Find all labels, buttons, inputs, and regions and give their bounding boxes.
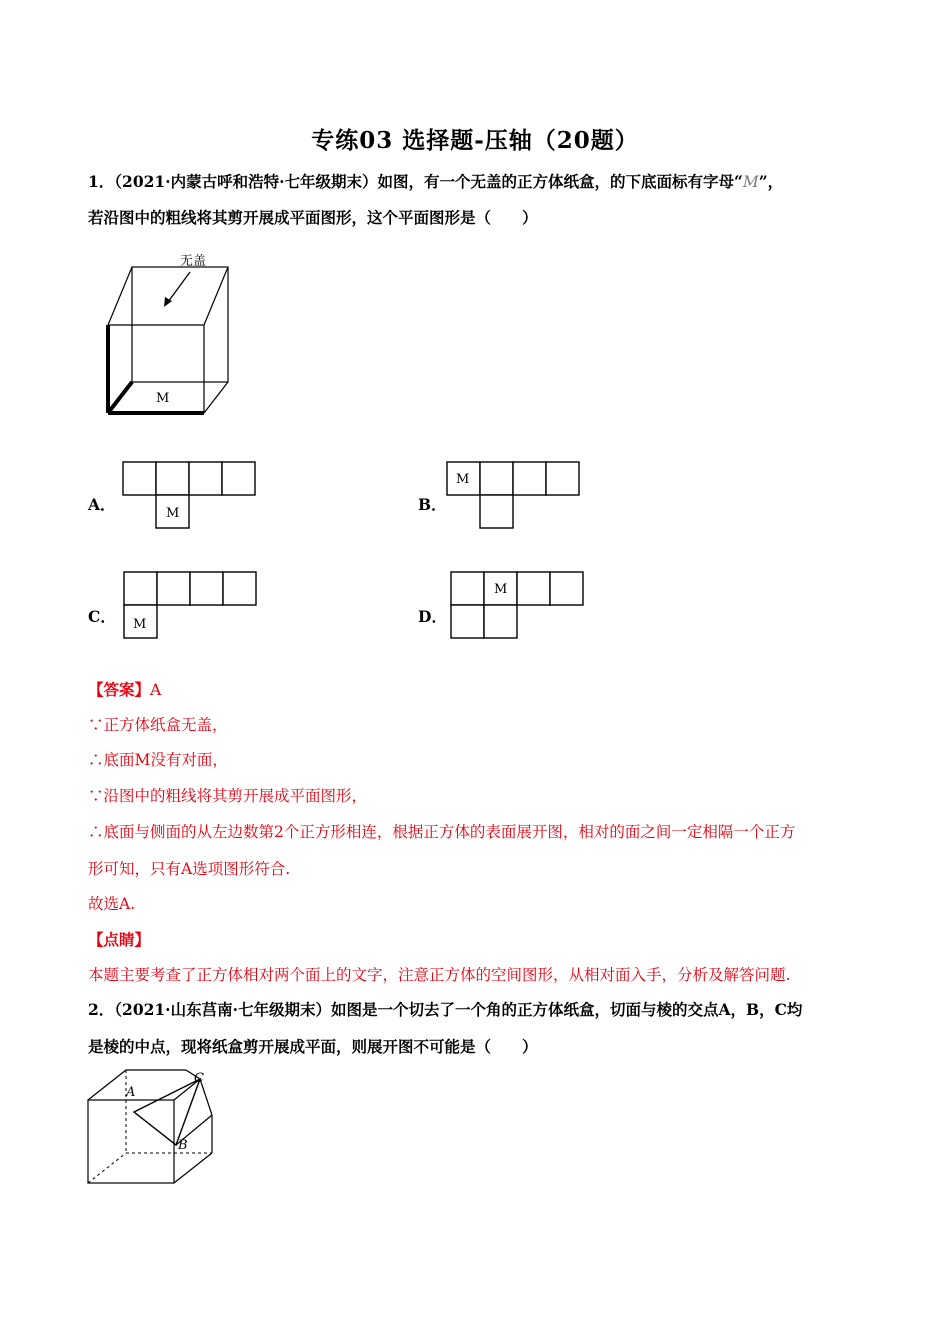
net-square bbox=[451, 572, 484, 605]
net-square bbox=[124, 572, 157, 605]
option-d-net[interactable] bbox=[451, 572, 585, 640]
q2-stem-line2: 是棱的中点，现将纸盒剪开展成平面，则展开图不可能是（ ） bbox=[88, 1037, 538, 1056]
q1-stem-suffix: ”， bbox=[758, 172, 784, 191]
option-c-face-label: M bbox=[133, 617, 147, 632]
option-d-label[interactable]: D． bbox=[418, 607, 447, 626]
q1-lid-label: 无盖 bbox=[180, 254, 207, 269]
option-a-face-label: M bbox=[166, 506, 180, 521]
net-square bbox=[189, 462, 222, 495]
net-square bbox=[550, 572, 583, 605]
option-a-net[interactable] bbox=[123, 462, 257, 530]
net-square bbox=[480, 495, 513, 528]
q1-cube-edge bbox=[204, 267, 228, 325]
q2-point-c: C bbox=[194, 1071, 204, 1086]
option-c-net[interactable] bbox=[124, 572, 258, 640]
option-d-face-label: M bbox=[494, 582, 508, 597]
solution-line: ∵正方体纸盒无盖， bbox=[88, 716, 228, 734]
solution-line: 形可知，只有A选项图形符合. bbox=[88, 860, 291, 878]
answer-line bbox=[88, 678, 161, 700]
net-square bbox=[157, 572, 190, 605]
option-b-face-label: M bbox=[456, 472, 470, 487]
net-square bbox=[484, 605, 517, 638]
q1-cut-edge bbox=[108, 382, 132, 413]
q2-cut-edge bbox=[134, 1112, 176, 1145]
comment-text: 本题主要考查了正方体相对两个面上的文字，注意正方体的空间图形，从相对面入手，分析及解答问题. bbox=[88, 966, 791, 984]
solution-line: ∴底面与侧面的从左边数第2个正方形相连，根据正方体的表面展开图，相对的面之间一定相隔一个正方 bbox=[88, 823, 796, 841]
q1-open-cube-figure bbox=[100, 245, 240, 420]
q2-cube-front-face bbox=[88, 1100, 174, 1183]
net-square bbox=[156, 462, 189, 495]
option-c-label[interactable]: C． bbox=[88, 607, 116, 626]
arrow-icon bbox=[168, 272, 190, 302]
q2-cube-edge bbox=[174, 1153, 212, 1183]
net-square bbox=[451, 605, 484, 638]
net-square bbox=[546, 462, 579, 495]
q2-point-b: B bbox=[178, 1138, 188, 1153]
net-square bbox=[223, 572, 256, 605]
q1-cube-edge bbox=[204, 382, 228, 413]
q2-hidden-edge bbox=[88, 1153, 126, 1183]
option-b-label[interactable]: B． bbox=[418, 495, 447, 514]
net-square bbox=[123, 462, 156, 495]
net-square bbox=[517, 572, 550, 605]
q2-point-a: A bbox=[126, 1085, 136, 1100]
option-a-label[interactable]: A． bbox=[88, 495, 116, 514]
q2-cut-triangle bbox=[134, 1079, 200, 1145]
page-title: 专练03 选择题-压轴（20题） bbox=[311, 127, 639, 154]
solution-line: ∴底面M没有对面， bbox=[88, 751, 228, 769]
net-square bbox=[222, 462, 255, 495]
q2-stem-line1: 2．（2021·山东莒南·七年级期末）如图是一个切去了一个角的正方体纸盒，切面与棱的交点A，B，C均 bbox=[88, 1000, 803, 1019]
q1-stem-prefix: 1．（2021·内蒙古呼和浩特·七年级期末）如图，有一个无盖的正方体纸盒，的下底面标有字母“ bbox=[88, 172, 743, 191]
solution-line: ∵沿图中的粗线将其剪开展成平面图形， bbox=[88, 787, 368, 805]
q1-cube-edge bbox=[108, 267, 132, 325]
q2-cut-cube-figure bbox=[86, 1065, 221, 1190]
q1-stem-line2: 若沿图中的粗线将其剪开展成平面图形，这个平面图形是（ ） bbox=[88, 208, 538, 227]
q1-stem-line1 bbox=[88, 170, 783, 192]
q1-stem-letter: M bbox=[742, 173, 759, 191]
net-square bbox=[513, 462, 546, 495]
option-b-net[interactable] bbox=[447, 462, 581, 530]
net-square bbox=[190, 572, 223, 605]
q2-cube-edge bbox=[88, 1070, 126, 1100]
comment-tag: 【点睛】 bbox=[88, 930, 151, 949]
solution-line: 故选A. bbox=[88, 895, 136, 913]
answer-value: A bbox=[150, 681, 162, 699]
net-square bbox=[480, 462, 513, 495]
answer-tag: 【答案】 bbox=[88, 680, 151, 699]
q1-face-label: M bbox=[156, 391, 170, 406]
